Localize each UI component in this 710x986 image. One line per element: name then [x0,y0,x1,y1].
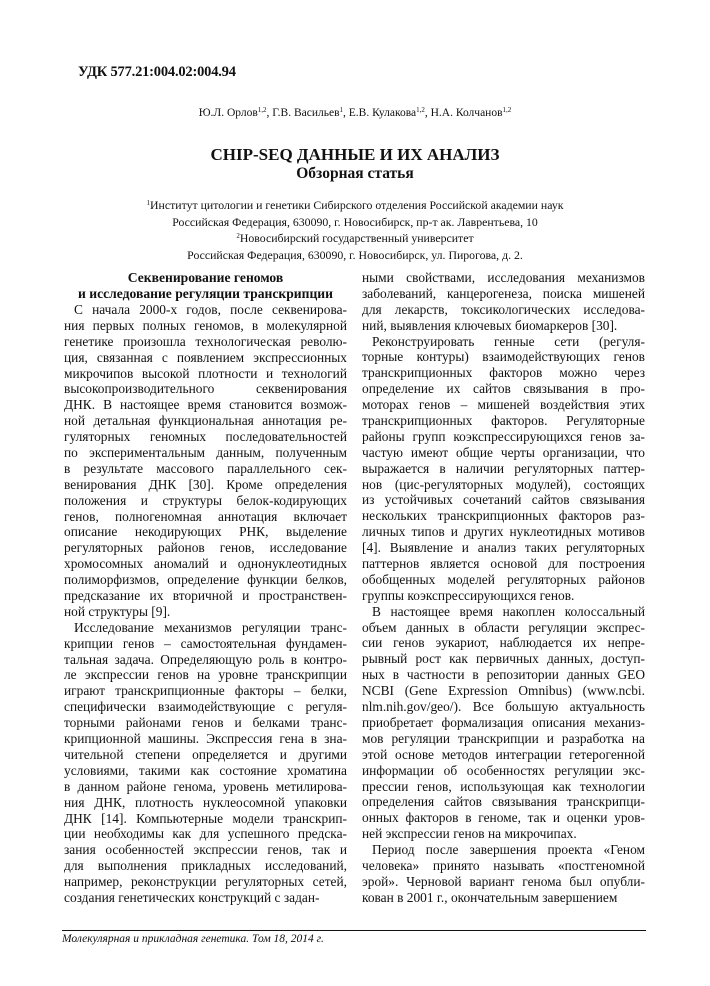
text-line: Период после завершения проекта «Геном [372,842,645,858]
text-line: ДНК. В настоящее время становится возмож- [64,397,347,413]
author: Г.В. Васильев$^1$ [272,106,343,119]
text-line: положения и структуры белок-кодирующих [64,492,347,508]
text-line: личных типов и других нуклеотидных мотивов [362,524,645,540]
text-line: микрочипов высокой плотности и технологий [64,365,347,381]
text-line: ния ДНК, плотность нуклеосомной упаковки [64,794,347,810]
right-column-body [362,270,645,906]
text-line: нов (цис-регуляторных модулей), состоящих [362,476,645,492]
text-line: ной структуры [9]. [64,603,171,619]
text-line: С начала 2000-х годов, после секвенирова- [74,302,347,317]
text-line: описание некодирующих РНК, выделение [64,524,347,540]
text-line: моторах генов – мишеней воздействия этих [362,397,645,413]
affiliation-line: $^1$Институт цитологии и генетики Сибирского отделения Российской академии наук [146,198,564,212]
affiliation-line: Российская Федерация, 630090, г. Новосибирск, пр-т ак. Лаврентьева, 10 [172,214,538,229]
text-line: паттернов является основой для построения [362,556,645,572]
right-column [362,270,645,906]
text-line: чительной степени определяется и другими [64,746,347,762]
text-line: выражается в наличии регуляторных паттер- [362,460,645,476]
author: Е.В. Кулакова$^{1,2}$ [348,106,425,119]
text-line: создания генетических конструкций с задан- [64,889,320,905]
text-line: группы коэкспрессирующихся генов. [362,587,575,603]
text-line: ле экспрессии генов на уровне транскрипции [64,667,347,683]
text-line: тальная задача. Определяющую роль в контро- [64,651,347,667]
text-line: специфически взаимодействующие с регуля- [64,699,347,715]
text-line: торные контуры) взаимодействующих генов [362,349,645,365]
text-line: предсказание их вторичной и пространствен- [64,588,347,604]
text-line: эрой». Черновой вариант генома был опубли- [362,873,645,889]
text-line: нескольких транскрипционных факторов раз- [362,508,645,524]
journal-footer: Молекулярная и прикладная генетика. Том 18, 2014 г. [62,933,324,945]
text-line: торными районами генов и белками транс- [64,715,347,731]
footer-divider [62,930,646,931]
text-line: из устойчивых сочетаний сайтов связывания [362,492,645,508]
text-line: сии генов эукариот, наблюдается их непре- [362,635,645,651]
text-line: определения сайтов связывания транскрипци- [362,794,645,810]
affiliation-line: $^2$Новосибирский государственный университет [236,231,474,245]
text-line: генов, полногеномная аннотация включает [64,508,347,524]
text-line: ция, связанная с появлением экспрессионных [64,349,347,365]
text-line: частую имеют общие черты организации, что [362,444,645,460]
text-line: венирования ДНК [30]. Кроме определения [64,476,347,492]
text-line: высокопроизводительного секвенирования [64,381,347,397]
text-line: прессии генов, использующая как технологии [362,778,645,794]
text-line: ния первых полных геномов, в молекулярной [64,317,347,333]
text-line: nlm.nih.gov/geo/). Все большую актуальность [362,699,645,715]
text-line: регуляторных районов генов, исследование [64,540,347,556]
text-line: ней экспрессии генов на микрочипах. [362,826,577,842]
text-line: человека» принято называть «постгеномной [362,857,645,873]
text-line: районы групп коэкспрессирующихся генов за- [362,428,645,444]
text-line: обобщенных моделей регуляторных районов [362,571,645,587]
text-line: ний, выявления ключевых биомаркеров [30]. [362,317,618,333]
text-line: рывный рост как первичных данных, доступ- [362,651,645,667]
author: Н.А. Колчанов$^{1,2}$ [430,106,512,119]
paper-subtitle: Обзорная статья [296,165,414,182]
affiliations [0,197,710,263]
text-line: Реконструировать генные сети (регуля- [372,333,645,349]
author: Ю.Л. Орлов$^{1,2}$ [198,106,267,119]
text-line: онных факторов в геноме, так и оценки уров- [362,810,645,826]
author-list: Ю.Л. Орлов$^{1,2}$, Г.В. Васильев$^1$, Е.В. Кулакова$^{1,2}$, Н.А. Колчанов$^{1,2}$ [198,106,512,119]
text-line: кован в 2001 г., окончательным завершением [362,889,618,905]
text-line: объем данных в области регуляции экспрес- [362,619,645,635]
udk-code: УДК 577.21:004.02:004.94 [78,64,236,80]
text-line: NCBI (Gene Expression Omnibus) (www.ncbi. [362,683,645,699]
text-line: определение их сайтов связывания в про- [362,381,645,397]
affiliation-line: Российская Федерация, 630090, г. Новосибирск, ул. Пирогова, д. 2. [187,247,523,262]
text-line: Исследование механизмов регуляции транс- [74,619,347,635]
text-line: зания особенностей экспрессии генов, так и [64,842,347,858]
text-line: хромосомных аномалий и однонуклеотидных [64,556,347,572]
text-line: транскрипционных факторов. Регуляторные [362,413,645,429]
text-line: полиморфизмов, определение функции белков, [64,572,347,588]
text-line: информации об особенностях регуляции экс- [362,762,645,778]
text-line: крипционной машины. Экспрессия гена в зна- [64,731,347,747]
section-heading: и исследование регуляции транскрипции [78,286,333,301]
text-line: в результате массового параллельного сек- [64,460,347,476]
text-line: крипции генов – самостоятельная фундамен- [64,635,347,651]
text-line: ной детальная функциональная аннотация ре- [64,413,347,429]
text-line: транскрипционных факторов можно через [362,365,645,381]
section-heading: Секвенирование геномов [127,270,284,285]
text-line: например, реконструкции регуляторных сетей, [64,874,347,890]
text-line: заболеваний, канцерогенеза, поиска мишеней [362,285,645,301]
text-line: гуляторных геномных последовательностей [64,429,347,445]
text-line: условиями, такими как состояние хроматина [64,762,347,778]
text-line: В настоящее время накоплен колоссальный [372,603,645,619]
left-column-body [64,302,347,906]
text-line: ции необходимы как для успешного предска- [64,826,347,842]
text-line: мов регуляции транскрипции и разработка на [362,730,645,746]
text-line: по экспериментальным данным, полученным [64,445,347,461]
text-line: в данном районе генома, уровень метилирова- [64,778,347,794]
text-line: для лекарств, токсикологических исследова- [362,301,645,317]
text-line: этой основе методов интеграции гетерогенной [362,746,645,762]
text-line: генетике произошла технологическая револю- [64,333,347,349]
text-line: играют транскрипционные факторы – белки, [64,683,347,699]
text-line: приобретает формализация описания механиз- [362,714,645,730]
text-line: ДНК [14]. Компьютерные модели транскрип- [64,810,347,826]
left-column [64,270,347,906]
paper-title: CHIP-SEQ ДАННЫЕ И ИХ АНАЛИЗ [210,145,500,164]
text-line: [4]. Выявление и анализ таких регуляторных [362,540,645,556]
text-line: ных в частности в репозитории данных GEO [362,667,645,683]
text-line: для выполнения прикладных исследований, [64,858,347,874]
text-line: ными свойствами, исследования механизмов [362,270,645,285]
